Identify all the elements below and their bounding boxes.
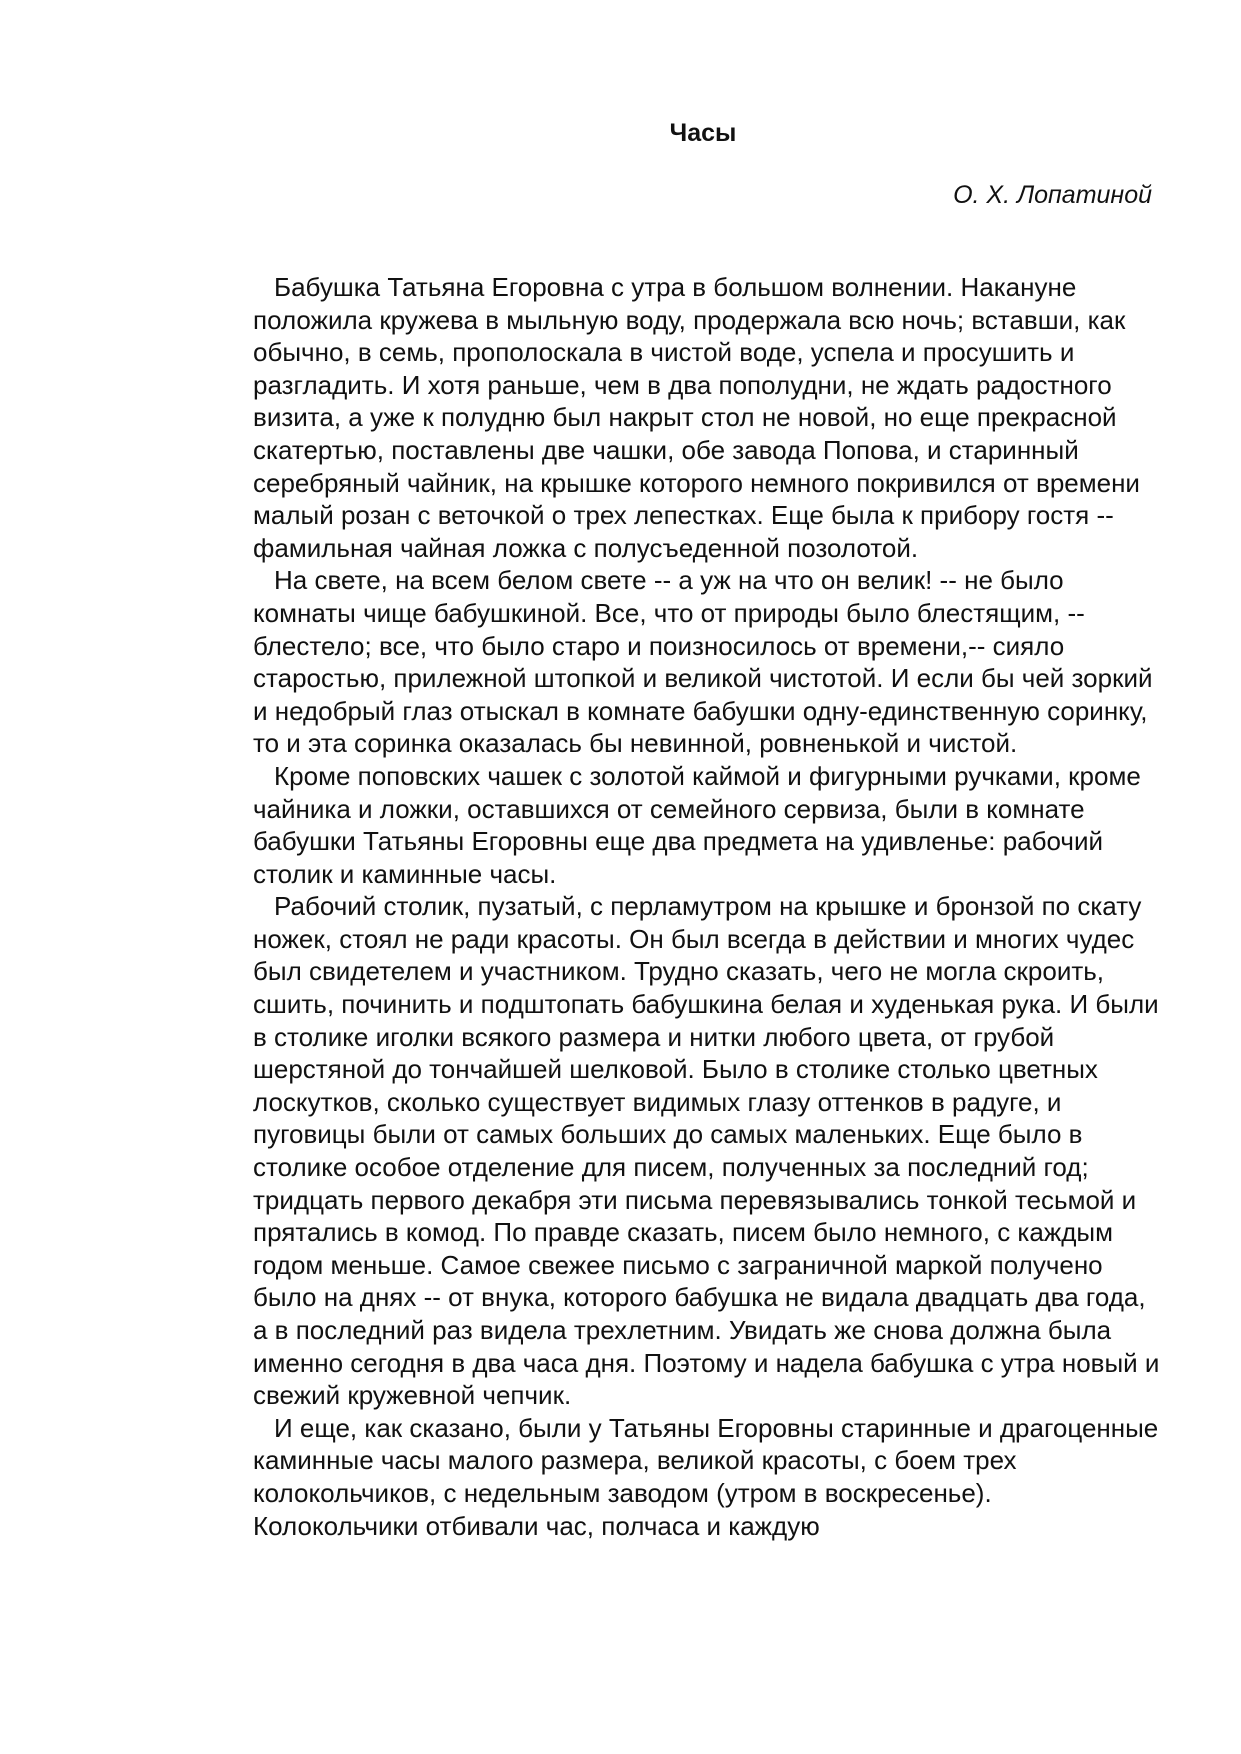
paragraph: Кроме поповских чашек с золотой каймой и фигурными ручками, кроме чайника и ложки, оставшихся от семейного сервиза, были в комнате бабушки Татьяны Егоровны еще два предмета на удивленье: рабочий столик и каминные часы. <box>253 760 1141 889</box>
paragraph: На свете, на всем белом свете -- а уж на что он велик! -- не было комнаты чище бабушкиной. Все, что от природы было блестящим, -- блестело; все, что было старо и поизносилось от времени,-- сияло старостью, прилежной штопкой и великой чистотой. И если бы чей зоркий и недобрый глаз отыскал в комнате бабушки одну-единственную соринку, то и эта соринка оказалась бы невинной, ровненькой и чистой. <box>253 565 1153 759</box>
dedication: О. Х. Лопатиной <box>953 181 1152 209</box>
paragraph: Рабочий столик, пузатый, с перламутром на крышке и бронзой по скату ножек, стоял не ради красоты. Он был всегда в действии и многих чудес был свидетелем и участником. Трудно сказать, чего не могла скроить, сшить, починить и подштопать бабушкина белая и худенькая рука. И были в столике иголки всякого размера и нитки любого цвета, от грубой шерстяной до тончайшей шелковой. Было в столике столько цветных лоскутков, сколько существует видимых глазу оттенков в радуге, и пуговицы были от самых больших до самых маленьких. Еще было в столике особое отделение для писем, полученных за последний год; тридцать первого декабря эти письма перевязывались тонкой тесьмой и прятались в комод. По правде сказать, писем было немного, с каждым годом меньше. Самое свежее письмо с заграничной маркой получено было на днях -- от внука, которого бабушка не видала двадцать два года, а в последний раз видела трехлетним. Увидать же снова должна была именно сегодня в два часа дня. Поэтому и надела бабушка с утра новый и свежий кружевной чепчик. <box>253 891 1160 1411</box>
document-title: Часы <box>669 119 737 147</box>
paragraph: Бабушка Татьяна Егоровна с утра в большом волнении. Накануне положила кружева в мыльную воду, продержала всю ночь; вставши, как обычно, в семь, прополоскала в чистой воде, успела и просушить и разгладить. И хотя раньше, чем в два пополудни, не ждать радостного визита, а уже к полудню был накрыт стол не новой, но еще прекрасной скатертью, поставлены две чашки, обе завода Попова, и старинный серебряный чайник, на крышке которого немного покривился от времени малый розан с веточкой о трех лепестках. Еще была к прибору гостя -- фамильная чайная ложка с полусъеденной позолотой. <box>253 272 1140 563</box>
paragraph: И еще, как сказано, были у Татьяны Егоровны старинные и драгоценные каминные часы малого размера, великой красоты, с боем трех колокольчиков, с недельным заводом (утром в воскресенье). Колокольчики отбивали час, полчаса и каждую <box>253 1412 1159 1541</box>
document-body <box>253 271 1163 1542</box>
